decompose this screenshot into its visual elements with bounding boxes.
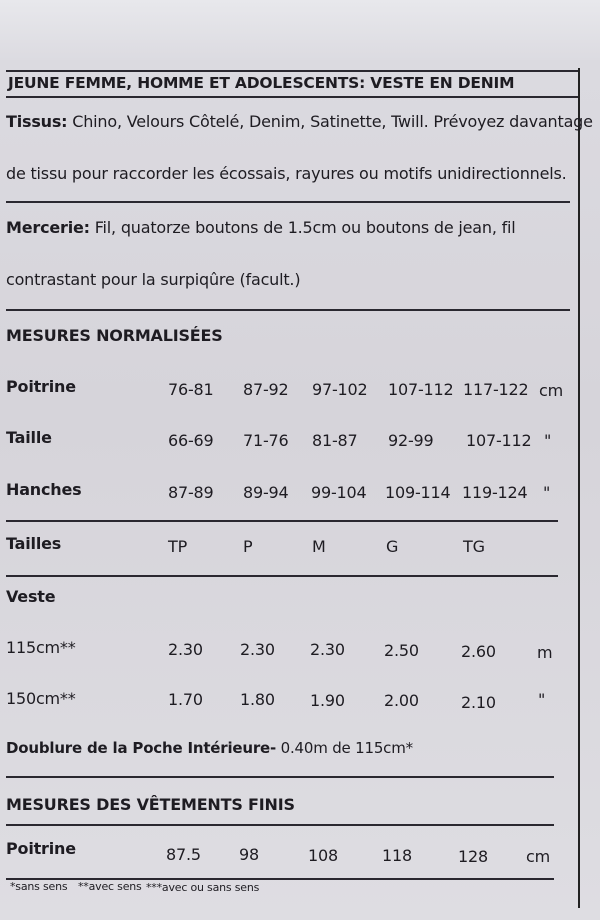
table-cell: 109-114 (385, 483, 451, 502)
divider-top (6, 70, 578, 72)
table-right-border (578, 68, 580, 908)
table-cell: 128 (458, 847, 488, 866)
table-cell: 2.10 (461, 693, 496, 712)
unit-cell: " (544, 431, 552, 450)
notions-text-1: Fil, quatorze boutons de 1.5cm ou boutons de jean, fil (94, 218, 516, 237)
table-cell: 66-69 (168, 431, 214, 450)
divider-finished (6, 824, 554, 826)
table-cell: 1.80 (240, 690, 275, 709)
paper-top-fold (0, 0, 600, 60)
table-cell: 107-112 (388, 380, 454, 399)
sizes-label: Tailles (6, 534, 62, 553)
lining-line (6, 739, 413, 757)
table-cell: 1.90 (310, 691, 345, 710)
unit-cell: " (543, 483, 551, 502)
divider-lining (6, 776, 554, 778)
table-cell: 108 (308, 846, 338, 865)
table-cell: 87-92 (243, 380, 289, 399)
page-title: JEUNE FEMME, HOMME ET ADOLESCENTS: VESTE EN DENIM (8, 74, 515, 92)
footnote: *sans sens (10, 880, 68, 893)
row-label-taille: Taille (6, 428, 52, 447)
table-cell: 71-76 (243, 431, 289, 450)
lining-value: 0.40m de 115cm* (280, 739, 413, 757)
divider-fabrics (6, 201, 570, 203)
table-cell: 87.5 (166, 845, 201, 864)
unit-cell: cm (526, 847, 550, 866)
table-cell: 2.30 (310, 640, 345, 659)
table-cell: 117-122 (463, 380, 529, 399)
body-measurements-heading: MESURES NORMALISÉES (6, 326, 223, 345)
table-cell: 2.30 (168, 640, 203, 659)
table-cell: 1.70 (168, 690, 203, 709)
table-cell: 92-99 (388, 431, 434, 450)
divider-title (6, 96, 578, 98)
size-header: G (386, 537, 399, 556)
footnote: **avec sens (78, 880, 142, 893)
table-cell: 2.60 (461, 642, 496, 661)
unit-cell: cm (539, 381, 563, 400)
size-header: P (243, 537, 253, 556)
divider-measurements (6, 520, 558, 522)
fabrics-line-1 (6, 112, 593, 131)
table-cell: 97-102 (312, 380, 368, 399)
table-cell: 2.30 (240, 640, 275, 659)
divider-sizes (6, 575, 558, 577)
table-cell: 2.00 (384, 691, 419, 710)
table-cell: 107-112 (466, 431, 532, 450)
table-cell: 89-94 (243, 483, 289, 502)
row-label-150: 150cm** (6, 689, 76, 708)
table-cell: 81-87 (312, 431, 358, 450)
row-label-hanches: Hanches (6, 480, 82, 499)
row-label-finished-poitrine: Poitrine (6, 839, 76, 858)
notions-line-2: contrastant pour la surpiqûre (facult.) (6, 270, 301, 289)
table-cell: 98 (239, 845, 259, 864)
unit-cell: m (537, 643, 553, 662)
divider-notions (6, 309, 570, 311)
row-label-poitrine: Poitrine (6, 377, 76, 396)
jacket-heading: Veste (6, 587, 56, 606)
size-header: TG (463, 537, 485, 556)
notions-label: Mercerie: (6, 218, 90, 237)
fabrics-line-2: de tissu pour raccorder les écossais, rayures ou motifs unidirectionnels. (6, 164, 567, 183)
finished-heading: MESURES DES VÊTEMENTS FINIS (6, 795, 295, 814)
unit-cell: " (538, 690, 546, 709)
row-label-115: 115cm** (6, 638, 76, 657)
notions-line-1 (6, 218, 516, 237)
table-cell: 76-81 (168, 380, 214, 399)
size-header: TP (168, 537, 188, 556)
lining-label: Doublure de la Poche Intérieure- (6, 739, 277, 757)
table-cell: 2.50 (384, 641, 419, 660)
table-cell: 118 (382, 846, 412, 865)
footnote: ***avec ou sans sens (146, 881, 260, 894)
table-cell: 99-104 (311, 483, 367, 502)
fabrics-text-1: Chino, Velours Côtelé, Denim, Satinette, Twill. Prévoyez davantage (72, 112, 593, 131)
fabrics-label: Tissus: (6, 112, 68, 131)
size-header: M (312, 537, 326, 556)
table-cell: 87-89 (168, 483, 214, 502)
table-cell: 119-124 (462, 483, 528, 502)
